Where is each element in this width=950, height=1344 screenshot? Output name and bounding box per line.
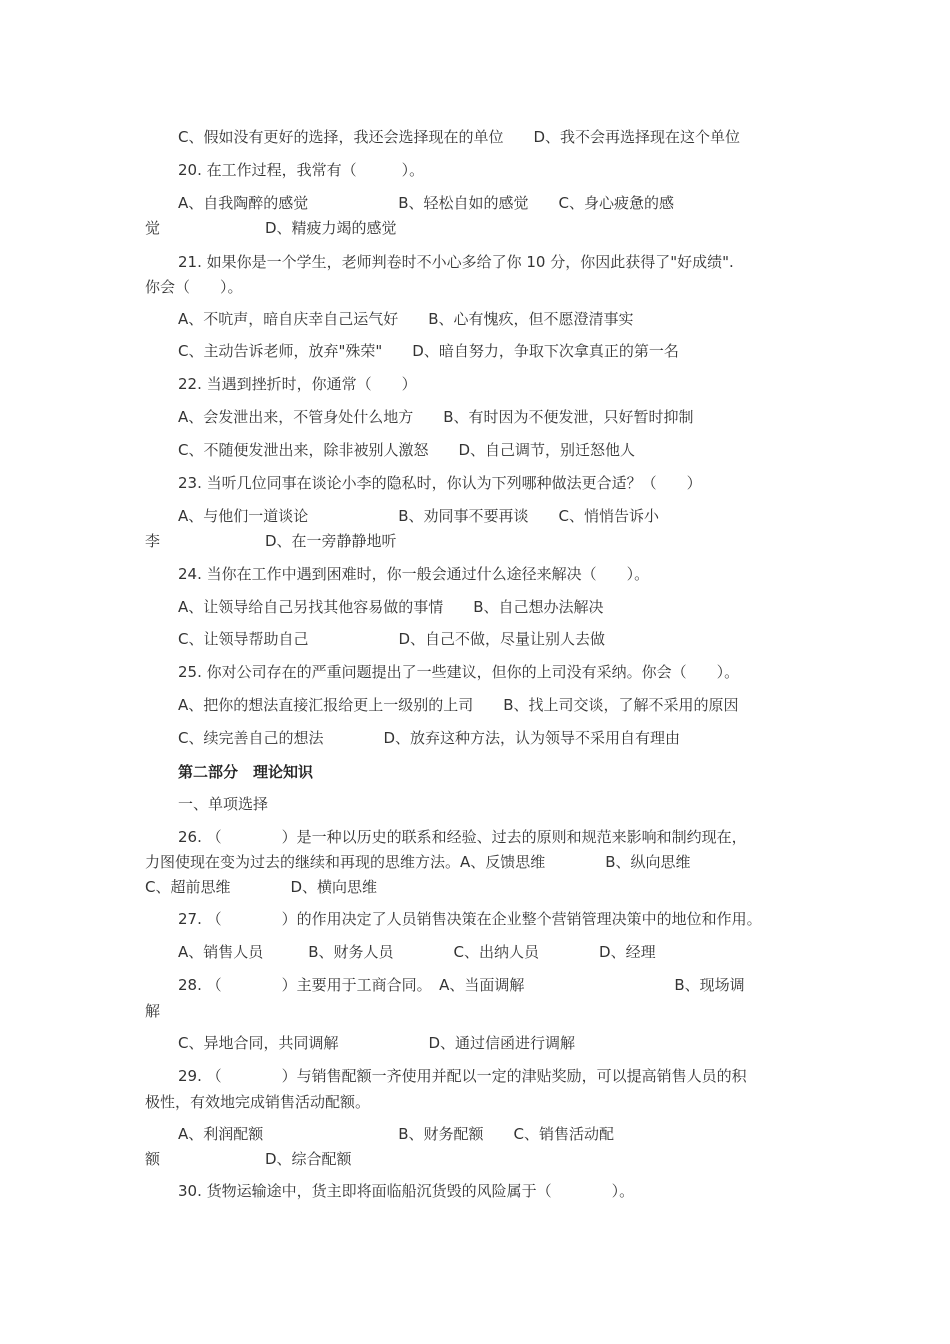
q29-stem-line2: 极性，有效地完成销售活动配额。 bbox=[145, 1093, 371, 1111]
q20-options-line2: 觉 D、精疲力竭的感觉 bbox=[145, 219, 397, 237]
q20-options-line1: A、自我陶醉的感觉 B、轻松自如的感觉 C、身心疲惫的感 bbox=[178, 194, 675, 212]
q20-stem: 20. 在工作过程，我常有（ ）。 bbox=[178, 161, 425, 179]
q26-stem-line2: 力图使现在变为过去的继续和再现的思维方法。A、反馈思维 B、纵向思维 bbox=[145, 853, 691, 871]
q30-stem: 30. 货物运输途中，货主即将面临船沉货毁的风险属于（ ）。 bbox=[178, 1182, 635, 1200]
q25-stem: 25. 你对公司存在的严重问题提出了一些建议，但你的上司没有采纳。你会（ ）。 bbox=[178, 663, 740, 681]
q24-option-cd: C、让领导帮助自己 D、自己不做，尽量让别人去做 bbox=[178, 630, 606, 648]
q24-stem: 24. 当你在工作中遇到困难时，你一般会通过什么途径来解决（ ）。 bbox=[178, 565, 650, 583]
q23-stem: 23. 当听几位同事在谈论小李的隐私时，你认为下列哪种做法更合适？（ ） bbox=[178, 474, 702, 492]
q21-stem-line2: 你会（ ）。 bbox=[145, 278, 243, 296]
q24-option-ab: A、让领导给自己另找其他容易做的事情 B、自己想办法解决 bbox=[178, 598, 604, 616]
q28-stem-line2: 解 bbox=[145, 1002, 161, 1020]
q21-stem-line1: 21. 如果你是一个学生，老师判卷时不小心多给了你 10 分，你因此获得了"好成绩". bbox=[178, 253, 734, 271]
q22-stem: 22. 当遇到挫折时，你通常（ ） bbox=[178, 375, 417, 393]
q22-option-cd: C、不随便发泄出来，除非被别人激怒 D、自己调节，别迁怒他人 bbox=[178, 441, 636, 459]
q25-option-cd: C、续完善自己的想法 D、放弃这种方法，认为领导不采用自有理由 bbox=[178, 729, 681, 747]
q19-option-cd: C、假如没有更好的选择，我还会选择现在的单位 D、我不会再选择现在这个单位 bbox=[178, 128, 741, 146]
q29-options-line2: 额 D、综合配额 bbox=[145, 1150, 352, 1168]
q22-option-ab: A、会发泄出来，不管身处什么地方 B、有时因为不便发泄，只好暂时抑制 bbox=[178, 408, 694, 426]
q29-options-line1: A、利润配额 B、财务配额 C、销售活动配 bbox=[178, 1125, 615, 1143]
q29-stem-line1: 29. （ ）与销售配额一齐使用并配以一定的津贴奖励，可以提高销售人员的积 bbox=[178, 1067, 747, 1085]
q28-options: C、异地合同，共同调解 D、通过信函进行调解 bbox=[178, 1034, 576, 1052]
q27-options: A、销售人员 B、财务人员 C、出纳人员 D、经理 bbox=[178, 943, 656, 961]
q23-options-line2: 李 D、在一旁静静地听 bbox=[145, 532, 397, 550]
q21-option-cd: C、主动告诉老师，放弃"殊荣" D、暗自努力，争取下次拿真正的第一名 bbox=[178, 342, 679, 360]
section-heading: 第二部分 理论知识 bbox=[178, 763, 314, 781]
q25-option-ab: A、把你的想法直接汇报给更上一级别的上司 B、找上司交谈，了解不采用的原因 bbox=[178, 696, 739, 714]
q26-stem-line1: 26. （ ）是一种以历史的联系和经验、过去的原则和规范来影响和制约现在， bbox=[178, 828, 747, 846]
q21-option-ab: A、不吭声，暗自庆幸自己运气好 B、心有愧疚，但不愿澄清事实 bbox=[178, 310, 634, 328]
subsection-heading: 一、单项选择 bbox=[178, 795, 269, 813]
q28-stem-line1: 28. （ ）主要用于工商合同。 A、当面调解 B、现场调 bbox=[178, 976, 745, 994]
q26-options: C、超前思维 D、横向思维 bbox=[145, 878, 378, 896]
q27-stem: 27. （ ）的作用决定了人员销售决策在企业整个营销管理决策中的地位和作用。 bbox=[178, 910, 762, 928]
q23-options-line1: A、与他们一道谈论 B、劝同事不要再谈 C、悄悄告诉小 bbox=[178, 507, 660, 525]
